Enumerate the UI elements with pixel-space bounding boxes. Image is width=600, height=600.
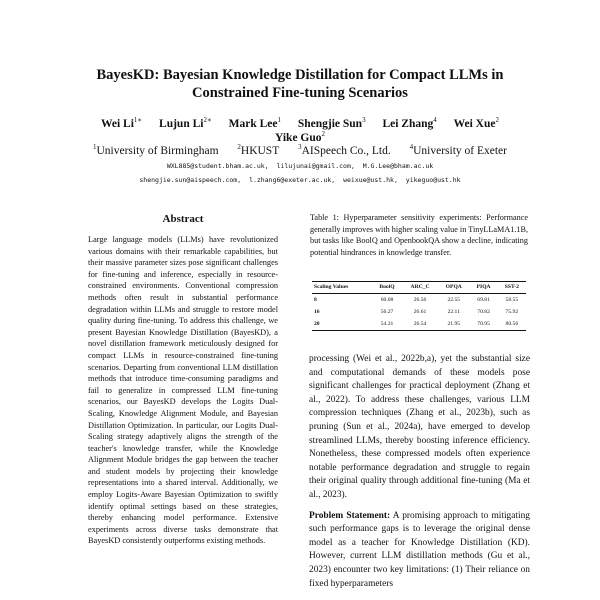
- email-link[interactable]: shengjie.sun@aispeech.com,: [139, 176, 242, 184]
- author: Yike Guo$^2$: [274, 130, 326, 144]
- table-cell: 26.54: [413, 321, 427, 327]
- column-header: OPQA: [445, 284, 462, 290]
- email-link[interactable]: lilujunai@gmail.com,: [276, 162, 355, 170]
- table-cell: 20: [314, 321, 320, 327]
- table-cell: 56.27: [380, 309, 394, 315]
- email-link[interactable]: weixue@ust.hk,: [343, 176, 398, 184]
- author: Wei $Li^{1∗}$: [100, 116, 143, 130]
- email-line: [40, 176, 560, 185]
- problem-statement-heading: Problem Statement:: [309, 510, 391, 521]
- table-cell: 21.95: [447, 321, 461, 327]
- table-cell: 16: [314, 309, 320, 315]
- table-cell: 54.31: [380, 321, 394, 327]
- table-cell: 58.55: [505, 297, 519, 303]
- column-header: PIQA: [476, 284, 491, 290]
- abstract-text: Large language models (LLMs) have revolutionized various domains with their remarkable capabilities, but their massive parameter sizes pose significant challenges for fine-tuning and inference, especially in resource-constrained environments. Conventional compression methods often result in substantial performance degradation within LLMs and struggle to restore model quality during fine-tuning. To address this challenge, we present Bayesian Knowledge Distillation (BayesKD), a novel distillation framework meticulously designed for compact LLMs in resource-constrained fine-tuning scenarios. Departing from conventional LLM distillation methods that introduce time-consuming paradigms and fail to generalize in compressed LLM fine-tuning scenarios, our BayesKD develops the Logits Dual-Scaling, Knowledge Alignment Module, and Bayesian Distillation Optimization. In particular, our Logits Dual-Scaling strategy adaptively aligns the strength of the teacher's knowledge transfer, while the Knowledge Alignment Module bridges the gap between the teacher and student models by projecting their knowledge representations into a shared interval. Additionally, we employ Logits-Aware Bayesian Optimization to swiftly identify optimal settings based on these strategies, thereby enhancing model performance. Extensive experiments across diverse tasks demonstrate that BayesKD consistently outperforms existing methods.: [88, 235, 278, 546]
- affiliation-list: [40, 144, 560, 158]
- problem-statement-text: A promising approach to mitigating such performance gaps is to leverage the original dense model as a teacher for Knowledge Distillation (KD). However, current LLM distillation methods (Gu et al., 2023) encounter two key limitations: (1) Their reliance on fixed hyperparameters: [309, 510, 530, 589]
- email-link[interactable]: l.zhang6@exeter.ac.uk,: [249, 176, 336, 184]
- table-cell: 26.56: [413, 297, 427, 303]
- author: Lei Zhang$^4$: [382, 116, 437, 130]
- author: Lujun $Li^{2∗}$: [159, 116, 212, 130]
- table-cell: 22.11: [447, 309, 460, 315]
- table-cell: 60.08: [380, 297, 394, 303]
- affiliation: $^4$University of Exeter: [409, 143, 507, 157]
- column-header: ARC_C: [410, 284, 430, 290]
- table-caption: Table 1: Hyperparameter sensitivity experiments: Performance generally improves with higher scaling value in TinyLLaMA1.1B, but tasks like BoolQ and OpenbookQA show a decline, indicating potential hindrances in knowledge transfer.: [310, 213, 528, 257]
- table-cell: 8: [314, 297, 317, 303]
- email-link[interactable]: M.G.Lee@bham.ac.uk: [362, 162, 434, 170]
- email-link[interactable]: yikeguo@ust.hk: [405, 176, 461, 184]
- author: Mark Lee$^1$: [228, 116, 281, 130]
- table-cell: 80.56: [505, 321, 519, 327]
- table-cell: 70.95: [477, 321, 490, 327]
- results-table: [312, 281, 526, 331]
- table-cell: 75.92: [505, 309, 519, 315]
- table-cell: 22.55: [447, 297, 461, 303]
- abstract-heading: Abstract: [162, 213, 204, 225]
- paper-title: BayesKD: Bayesian Knowledge Distillation for Compact LLMs in Constrained Fine-tuning Scenarios: [96, 67, 504, 101]
- table-row: [312, 318, 526, 331]
- body-paragraph: processing (Wei et al., 2022b,a), yet the substantial size and computational demands of these models pose significant challenges for practical deployment (Zhang et al., 2022). To address these challenges, various LLM compression techniques (Zhang et al., 2023b), such as pruning (Sun et al., 2024a), have emerged to develop streamlined LLMs, thereby boosting inference efficiency. Nonetheless, these compressed models often experience notable performance degradation and struggle to regain their original quality through additional fine-tuning (Ma et al., 2023).: [309, 354, 530, 500]
- column-header: Scaling Values: [314, 284, 349, 290]
- body-text-column: [309, 353, 530, 600]
- table-row: [312, 294, 526, 307]
- email-line: [40, 162, 560, 171]
- affiliation: $^2$HKUST: [237, 143, 280, 157]
- table-cell: 70.82: [477, 309, 490, 315]
- affiliation: $^1$University of Birmingham: [93, 143, 219, 157]
- column-header: BoolQ: [379, 284, 395, 290]
- table-header-row: [312, 282, 526, 294]
- table-cell: 69.81: [477, 297, 490, 303]
- table-cell: 26.61: [413, 309, 427, 315]
- author: Shengjie Sun$^3$: [297, 116, 366, 130]
- author-list: [50, 117, 550, 145]
- problem-statement-paragraph: [309, 510, 530, 592]
- affiliation: $^3$AISpeech Co., Ltd.: [298, 143, 391, 157]
- email-link[interactable]: WXL885@student.bham.ac.uk,: [166, 162, 269, 170]
- table-row: [312, 306, 526, 318]
- author: Wei Xue$^2$: [453, 116, 499, 130]
- column-header: SST-2: [504, 284, 519, 290]
